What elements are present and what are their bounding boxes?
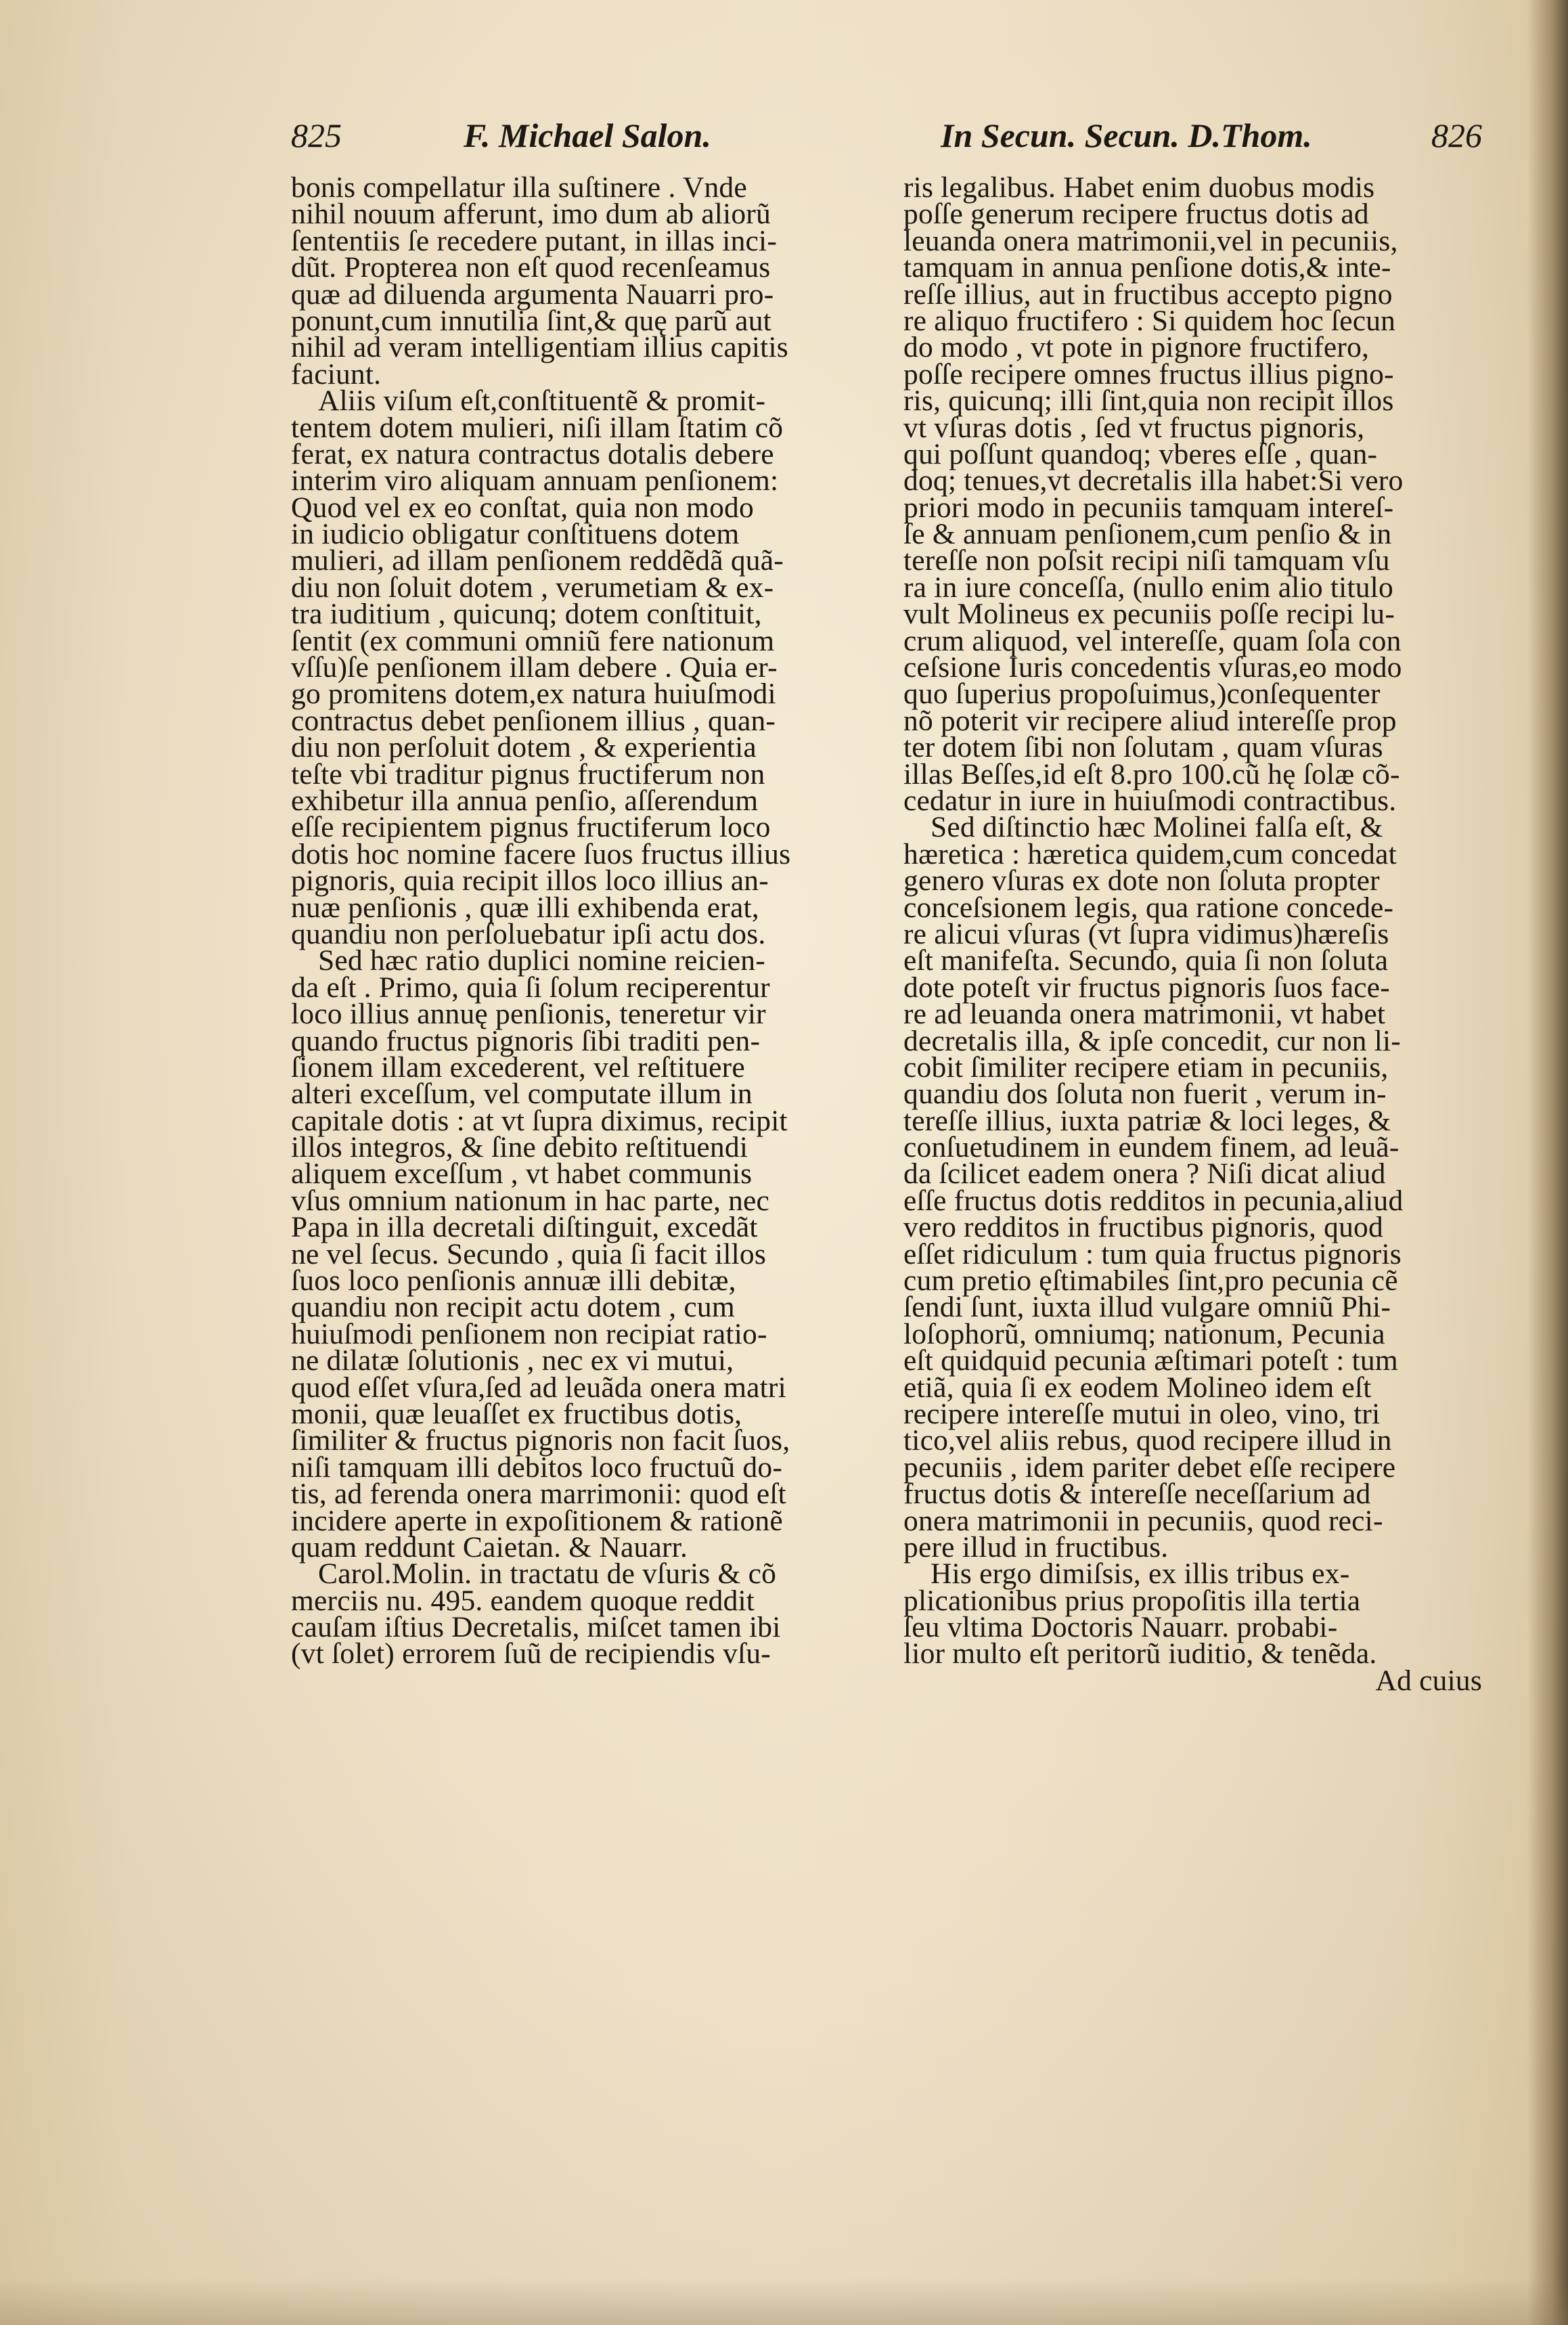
text-line: monii, quæ leuaſſet ex fructibus dotis,	[291, 1397, 742, 1430]
text-line: vult Molineus ex pecuniis poſſe recipi lu-	[903, 598, 1395, 631]
text-line: reſſe illius, aut in fructibus accepto pigno	[903, 278, 1393, 311]
text-line: tra iuditium , quicunq; dotem conſtituit,	[291, 598, 762, 631]
text-line: re alicui vſuras (vt ſupra vidimus)hæreſis	[903, 917, 1389, 950]
text-line: lior multo eſt peritorũ iuditio, & tenẽda.	[903, 1637, 1377, 1670]
text-line: loſophorũ, omniumq; nationum, Pecunia	[903, 1317, 1385, 1350]
text-line: ſimiliter & fructus pignoris non facit ſuos,	[291, 1424, 790, 1457]
text-line: conſuetudinem in eundem finem, ad leuã-	[903, 1131, 1399, 1164]
text-line: tereſſe illius, iuxta patriæ & loci leges, &	[903, 1104, 1391, 1137]
text-line: Quod vel ex eo conſtat, quia non modo	[291, 491, 754, 524]
text-line: Sed hæc ratio duplici nomine reicien-	[318, 944, 765, 977]
text-line: Aliis viſum eſt,conſtituentẽ & promit-	[318, 384, 766, 418]
text-line: huiuſmodi penſionem non recipiat ratio-	[291, 1317, 767, 1350]
text-line: da eſt . Primo, quia ſi ſolum reciperentur	[291, 971, 770, 1004]
text-line: poſſe recipere omnes fructus illius pigno-	[903, 357, 1394, 391]
running-title-right: In Secun. Secun. D.Thom.	[941, 116, 1312, 154]
text-line: teſte vbi traditur pignus fructiferum non	[291, 757, 765, 791]
text-line: eſſe fructus dotis redditos in pecunia,aliud	[903, 1184, 1404, 1217]
text-line: dote poteſt vir fructus pignoris ſuos face-	[903, 971, 1390, 1004]
text-line: incidere aperte in expoſitionem & rationẽ	[291, 1504, 783, 1537]
text-line: nõ poterit vir recipere aliud intereſſe prop	[903, 704, 1397, 737]
text-line: poſſe generum recipere fructus dotis ad	[903, 198, 1369, 231]
text-line: do modo , vt pote in pignore fructifero,	[903, 331, 1370, 364]
text-line: vſſu)ſe penſionem illam debere . Quia er-	[291, 651, 778, 684]
text-line: conceſsionem legis, qua ratione concede-	[903, 891, 1394, 924]
text-line: cedatur in iure in huiuſmodi contractibus.	[903, 784, 1397, 817]
text-line: ſuos loco penſionis annuæ illi debitæ,	[291, 1264, 736, 1298]
text-line: recipere intereſſe mutui in oleo, vino, tri	[903, 1397, 1381, 1430]
text-line: Sed diſtinctio hæc Molinei falſa eſt, &	[931, 811, 1383, 844]
text-line: aliquem exceſſum , vt habet communis	[291, 1157, 753, 1191]
text-line: exhibetur illa annua penſio, aſſerendum	[291, 784, 759, 817]
text-line: ſententiis ſe recedere putant, in illas inci-	[291, 224, 778, 257]
page-gutter-shadow	[1527, 0, 1568, 2325]
text-line: dotis hoc nomine facere ſuos fructus illius	[291, 837, 791, 870]
text-line: quæ ad diluenda argumenta Nauarri pro-	[291, 278, 774, 311]
text-line: decretalis illa, & ipſe concedit, cur non li-	[903, 1024, 1401, 1057]
text-line: plicationibus prius propoſitis illa tertia	[903, 1584, 1361, 1617]
text-line: His ergo dimiſsis, ex illis tribus ex-	[931, 1557, 1350, 1591]
text-line: tico,vel aliis rebus, quod recipere illud in	[903, 1424, 1392, 1457]
text-line: qui poſſunt quandoq; vberes eſſe , quan-	[903, 437, 1378, 470]
text-line: re ad leuanda onera matrimonii, vt habet	[903, 998, 1386, 1031]
text-line: crum aliquod, vel intereſſe, quam ſola con	[903, 624, 1402, 657]
text-line: doq; tenues,vt decretalis illa habet:Si vero	[903, 464, 1404, 497]
text-line: go promitens dotem,ex natura huiuſmodi	[291, 678, 776, 711]
text-line: quam reddunt Caietan. & Nauarr.	[291, 1530, 688, 1564]
page-number-left: 825	[291, 116, 342, 154]
text-line: fructus dotis & intereſſe neceſſarium ad	[903, 1478, 1371, 1511]
text-line: bonis compellatur illa suſtinere . Vnde	[291, 171, 747, 204]
right-text-column	[903, 171, 1482, 1697]
text-line: nihil ad veram intelligentiam illius capitis	[291, 331, 788, 364]
page-number-right: 826	[1431, 116, 1482, 154]
text-line: pignoris, quia recipit illos loco illius an-	[291, 864, 769, 898]
text-line: ferat, ex natura contractus dotalis debere	[291, 437, 774, 470]
text-line: cobit ſimiliter recipere etiam in pecuniis,	[903, 1050, 1389, 1084]
text-line: eſt manifeſta. Secundo, quia ſi non ſoluta	[903, 944, 1389, 977]
text-line: ſionem illam excederent, vel reſtituere	[291, 1050, 745, 1084]
text-line: ſendi ſunt, iuxta illud vulgare omniũ Phi-	[903, 1291, 1391, 1324]
text-line: vſus omnium nationum in hac parte, nec	[291, 1184, 770, 1217]
text-line: ris legalibus. Habet enim duobus modis	[903, 171, 1375, 204]
page-bottom-shadow	[0, 2278, 1568, 2325]
text-line: ter dotem ſibi non ſolutam , quam vſuras	[903, 731, 1383, 764]
text-line: Papa in illa decretali diſtinguit, excedãt	[291, 1211, 758, 1244]
text-line: ne vel ſecus. Secundo , quia ſi facit illos	[291, 1237, 767, 1270]
text-line: eſſe recipientem pignus fructiferum loco	[291, 811, 771, 844]
text-line: vero redditos in fructibus pignoris, quod	[903, 1211, 1383, 1244]
text-line: tis, ad ferenda onera marrimonii: quod eſt	[291, 1478, 786, 1511]
left-text-column	[291, 171, 853, 1670]
text-line: illos integros, & ſine debito reſtituendi	[291, 1131, 748, 1164]
text-line: tentem dotem mulieri, niſi illam ſtatim cõ	[291, 411, 784, 444]
text-line: ſentit (ex communi omniũ fere nationum	[291, 624, 775, 657]
text-line: genero vſuras ex dote non ſoluta propter	[903, 864, 1380, 898]
text-line: pere illud in fructibus.	[903, 1530, 1169, 1564]
text-line: capitale dotis : at vt ſupra diximus, recipit	[291, 1104, 788, 1137]
text-line: nuæ penſionis , quæ illi exhibenda erat,	[291, 891, 759, 924]
text-line: loco illius annuę penſionis, teneretur vir	[291, 998, 766, 1031]
text-line: mulieri, ad illam penſionem reddẽdã quã-	[291, 544, 784, 577]
text-line: priori modo in pecuniis tamquam intereſ-	[903, 491, 1394, 524]
text-line: da ſcilicet eadem onera ? Niſi dicat aliud	[903, 1157, 1386, 1191]
catchword: Ad cuius	[1375, 1664, 1482, 1697]
text-line: etiã, quia ſi ex eodem Molineo idem eſt	[903, 1371, 1372, 1404]
text-line: ris, quicunq; illi ſint,quia non recipit illos	[903, 384, 1394, 418]
text-line: Carol.Molin. in tractatu de vſuris & cõ	[318, 1557, 777, 1591]
text-line: ſe & annuam penſionem,cum penſio & in	[903, 518, 1392, 551]
text-line: cum pretio ęſtimabiles ſint,pro pecunia cẽ	[903, 1264, 1398, 1298]
text-line: quo ſuperius propoſuimus,)conſequenter	[903, 678, 1381, 711]
text-line: diu non ſoluit dotem , verumetiam & ex-	[291, 571, 774, 604]
text-line: hæretica : hæretica quidem,cum concedat	[903, 837, 1397, 870]
text-line: quod eſſet vſura,ſed ad leuãda onera matri	[291, 1371, 786, 1404]
text-line: leuanda onera matrimonii,vel in pecuniis,	[903, 224, 1398, 257]
text-line: quandiu non perſoluebatur ipſi actu dos.	[291, 917, 766, 950]
text-line: ceſsione Iuris concedentis vſuras,eo modo	[903, 651, 1402, 684]
text-line: contractus debet penſionem illius , quan-	[291, 704, 776, 737]
text-line: niſi tamquam illi debitos loco fructuũ do-	[291, 1451, 783, 1484]
text-line: ponunt,cum innutilia ſint,& quę parũ aut	[291, 304, 771, 337]
text-line: onera matrimonii in pecuniis, quod reci-	[903, 1504, 1383, 1537]
text-line: ne dilatæ ſolutionis , nec ex vi mutui,	[291, 1344, 734, 1377]
text-line: quandiu non recipit actu dotem , cum	[291, 1291, 735, 1324]
text-line: faciunt.	[291, 357, 382, 391]
text-line: quando fructus pignoris ſibi traditi pen-	[291, 1024, 761, 1057]
text-line: eſt quidquid pecunia æſtimari poteſt : tum	[903, 1344, 1398, 1377]
text-line: quandiu dos ſoluta non fuerit , verum in-	[903, 1078, 1387, 1111]
text-line: re aliquo fructifero : Si quidem hoc ſecun	[903, 304, 1396, 337]
text-line: vt vſuras dotis , ſed vt fructus pignoris,	[903, 411, 1365, 444]
text-line: cauſam iſtius Decretalis, miſcet tamen ibi	[291, 1611, 781, 1644]
text-line: interim viro aliquam annuam penſionem:	[291, 464, 779, 497]
text-line: ra in iure conceſſa, (nullo enim alio titulo	[903, 571, 1393, 604]
text-line: pecuniis , idem pariter debet eſſe recipere	[903, 1451, 1396, 1484]
text-line: tamquam in annua penſione dotis,& inte-	[903, 251, 1391, 284]
text-line: diu non perſoluit dotem , & experientia	[291, 731, 757, 764]
text-line: (vt ſolet) errorem ſuũ de recipiendis vſu-	[291, 1637, 771, 1670]
text-line: merciis nu. 495. eandem quoque reddit	[291, 1584, 755, 1617]
text-line: nihil nouum afferunt, imo dum ab aliorũ	[291, 198, 771, 231]
running-header	[291, 112, 1482, 159]
text-line: ſeu vltima Doctoris Nauarr. probabi-	[903, 1611, 1338, 1644]
text-line: dũt. Propterea non eſt quod recenſeamus	[291, 251, 771, 284]
text-line: eſſet ridiculum : tum quia fructus pignoris	[903, 1237, 1402, 1270]
text-line: tereſſe non poſsit recipi niſi tamquam vſu	[903, 544, 1390, 577]
running-title-left: F. Michael Salon.	[464, 116, 711, 154]
text-line: alteri exceſſum, vel computate illum in	[291, 1078, 753, 1111]
text-line: illas Beſſes,id eſt 8.pro 100.cũ hę ſolæ cõ-	[903, 757, 1400, 791]
text-line: in iudicio obligatur conſtituens dotem	[291, 518, 740, 551]
